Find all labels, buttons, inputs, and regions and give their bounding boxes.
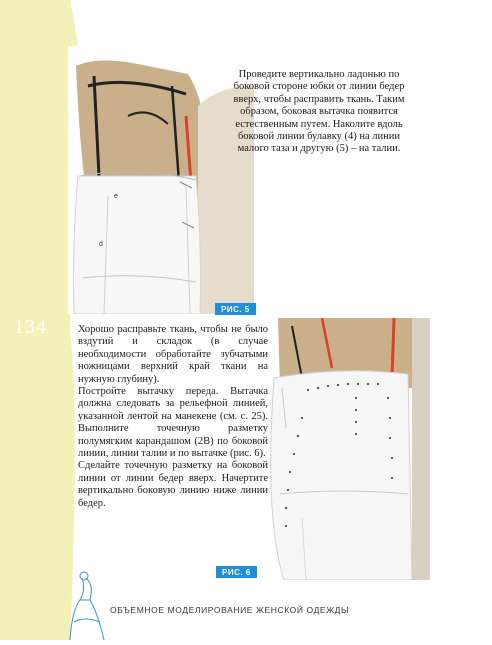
left-paragraph-3: Сделайте точечную разметку на боковой линии от линии бедер вверх. Начертите вертикально боковую линию ниже линии бедер. [78,460,268,509]
left-paragraph-2: Постройте вытачку переда. Вытачка должна следовать за рельефной линией, указанной лентой на манекене (см. с. 25). Выполните точечную разметку полумягким карандашом (2B) по боковой линии, линии талии и по вытачке (рис. 6). [78,386,268,460]
marker-d: d [99,241,103,248]
sketch-illustration [60,570,110,645]
top-text-block [224,69,414,156]
marker-e: e [114,193,118,200]
page-number: 134 [14,316,47,338]
footer-book-title: ОБЪЕМНОЕ МОДЕЛИРОВАНИЕ ЖЕНСКОЙ ОДЕЖДЫ [110,605,350,615]
top-paragraph: Проведите вертикально ладонью по боковой стороне юбки от линии бедер вверх, чтобы расправить ткань. Таким образом, боковая вытачка появится естественным путем. Наколите вдоль боковой линии булавку (4) на линии малого таза и другую (5) – на талии. [233,69,405,155]
figure-6-label: РИС. 6 [216,566,257,578]
figure-6-photo [262,318,430,580]
left-paragraph-1: Хорошо расправьте ткань, чтобы не было вздутий и складок (в случае необходимости обработайте зубчатыми ножницами верхний край ткани на нужную глубину). [78,324,268,385]
figure-5-label: РИС. 5 [215,303,256,315]
left-text-block [78,324,268,510]
